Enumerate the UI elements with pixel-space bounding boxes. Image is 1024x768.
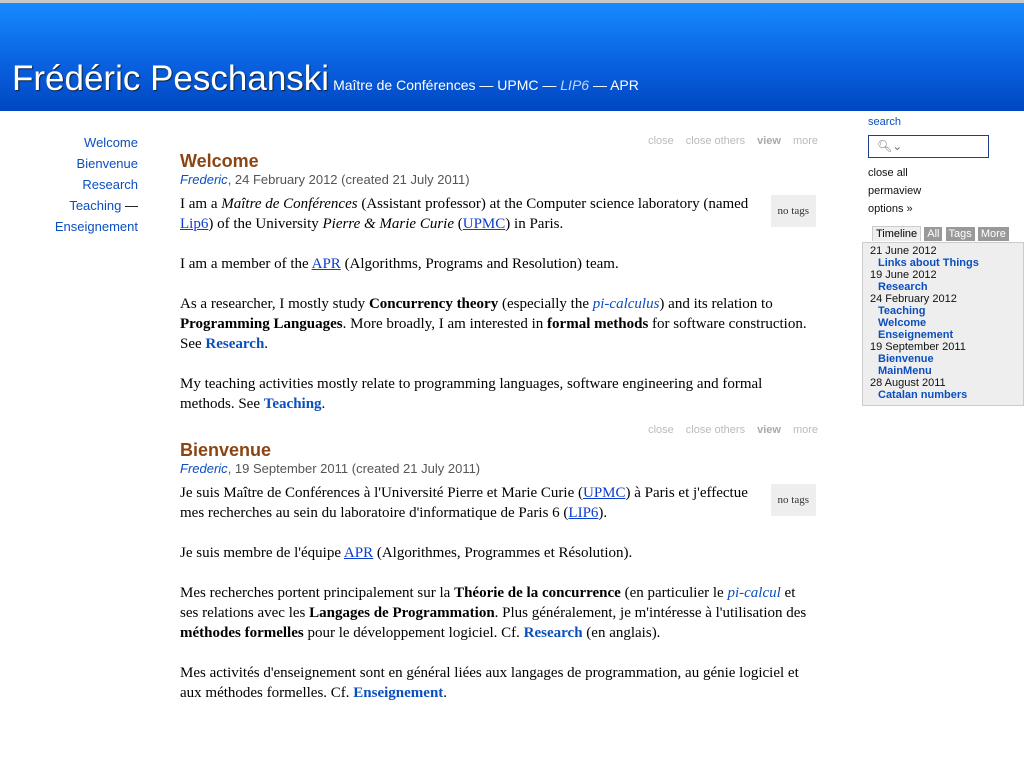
paragraph <box>180 374 816 414</box>
paragraph <box>180 254 816 274</box>
text: ). <box>598 505 608 521</box>
timeline-panel <box>862 242 1024 406</box>
timeline-item[interactable]: Enseignement <box>878 329 954 341</box>
external-link[interactable]: UPMC <box>462 216 506 232</box>
strong-text: Concurrency theory <box>368 296 499 312</box>
timeline-date: 28 August 2011 <box>870 377 946 389</box>
strong-text: Programming Languages <box>180 316 343 332</box>
text: (Algorithmes, Programmes et Résolution). <box>373 545 633 561</box>
text: . <box>321 396 326 412</box>
external-link[interactable]: LIP6 <box>568 505 599 521</box>
tiddler-link[interactable]: Teaching <box>263 396 322 412</box>
tab-tags[interactable]: Tags <box>946 227 975 241</box>
view-button[interactable]: view <box>757 135 781 147</box>
close-others-button[interactable]: close others <box>685 424 746 436</box>
paragraph <box>180 483 816 523</box>
menu-item-enseignement[interactable]: Enseignement <box>54 219 138 234</box>
text: pour le développement logiciel. Cf. <box>303 625 524 641</box>
text: . <box>443 685 448 701</box>
menu-item-research[interactable]: Research <box>82 177 138 192</box>
text: . Plus généralement, je m'intéresse à l'utilisation des <box>494 605 807 621</box>
tags-box[interactable]: no tags <box>771 484 816 516</box>
site-header <box>0 3 1024 111</box>
text: ) à Paris et j'effectue mes recherches au sein du laboratoire d'informatique de Paris 6 ( <box>180 485 748 521</box>
strong-text: méthodes formelles <box>180 625 304 641</box>
text: I am a <box>180 196 222 212</box>
subtitle-part: — APR <box>589 77 639 93</box>
timeline-date: 19 September 2011 <box>870 341 966 353</box>
tiddler-subtitle <box>180 171 818 189</box>
tab-timeline[interactable]: Timeline <box>872 226 921 241</box>
more-button[interactable]: more <box>792 135 818 147</box>
timeline-date: 19 June 2012 <box>870 269 937 281</box>
subtitle-lip6: LIP6 <box>560 77 590 93</box>
tiddler-link[interactable]: Enseignement <box>353 685 444 701</box>
search-label[interactable]: search <box>868 116 902 128</box>
text: Mes activités d'enseignement sont en général liées aux langages de programmation, au génie logiciel et aux méthodes formelles. Cf. <box>180 665 799 701</box>
more-button[interactable]: more <box>792 424 818 436</box>
tiddler-title: Welcome <box>180 151 259 171</box>
tiddler-bienvenue <box>180 424 818 723</box>
timeline-item[interactable]: Teaching <box>878 305 926 317</box>
tiddler-date: , 19 September 2011 (created 21 July 2011) <box>227 461 481 476</box>
paragraph <box>180 194 816 234</box>
menu-item-welcome[interactable]: Welcome <box>84 135 138 150</box>
text: (en particulier le <box>620 585 728 601</box>
tiddler-subtitle <box>180 460 818 478</box>
close-button[interactable]: close <box>648 135 674 147</box>
timeline-item[interactable]: Links about Things <box>878 257 979 269</box>
external-link[interactable]: APR <box>311 256 341 272</box>
site-title <box>12 59 639 99</box>
text: ) in Paris. <box>505 216 564 232</box>
tiddler-welcome <box>180 135 818 434</box>
external-link[interactable]: APR <box>343 545 374 561</box>
text: My teaching activities mostly relate to programming languages, software engineering and formal methods. See <box>180 376 763 412</box>
close-all-link[interactable]: close all <box>868 167 908 179</box>
tiddler-toolbar <box>180 135 818 149</box>
search-input[interactable] <box>868 135 989 158</box>
text: (Assistant professor) at the Computer science laboratory (named <box>357 196 749 212</box>
text: et ses relations avec les <box>180 585 796 621</box>
paragraph <box>180 543 816 563</box>
text: Je suis Maître de Conférences à l'Université Pierre et Marie Curie ( <box>180 485 583 501</box>
tiddler-body <box>180 483 818 723</box>
sidebar <box>868 116 1009 401</box>
text: (en anglais). <box>582 625 661 641</box>
strong-text: Théorie de la concurrence <box>454 585 621 601</box>
tiddler-link[interactable]: Research <box>523 625 583 641</box>
tiddler-body <box>180 194 818 434</box>
close-others-button[interactable]: close others <box>685 135 746 147</box>
author-link[interactable]: Frederic <box>180 461 228 476</box>
search-icon: 🔍︎⌄ <box>877 139 903 153</box>
site-title-text: Frédéric Peschanski <box>12 59 330 98</box>
text: I am a member of the <box>180 256 312 272</box>
menu-row <box>55 132 138 153</box>
text: ) of the University <box>208 216 323 232</box>
menu-row <box>55 153 138 174</box>
tiddler-date: , 24 February 2012 (created 21 July 2011) <box>227 172 470 187</box>
timeline-item[interactable]: MainMenu <box>878 365 932 377</box>
site-subtitle <box>333 77 639 93</box>
external-link[interactable]: Lip6 <box>180 216 209 232</box>
menu-row <box>55 174 138 195</box>
timeline-item[interactable]: Research <box>878 281 928 293</box>
tab-more[interactable]: More <box>978 227 1009 241</box>
permaview-link[interactable]: permaview <box>868 185 922 197</box>
emphasis: Pierre & Marie Curie <box>322 216 454 232</box>
tiddler-title: Bienvenue <box>180 440 272 460</box>
paragraph <box>180 294 816 354</box>
text: ) and its relation to <box>659 296 773 312</box>
tiddler-link[interactable]: Research <box>205 336 265 352</box>
text: Mes recherches portent principalement sur la <box>180 585 455 601</box>
tiddler-link-missing[interactable]: pi-calculus <box>592 296 660 312</box>
menu-row <box>55 216 138 237</box>
tiddler-toolbar <box>180 424 818 438</box>
timeline-item[interactable]: Catalan numbers <box>878 389 968 401</box>
text: (Algorithms, Programs and Resolution) team. <box>340 256 619 272</box>
main-menu <box>55 132 138 237</box>
text: (especially the <box>498 296 593 312</box>
external-link[interactable]: UPMC <box>582 485 626 501</box>
menu-item-bienvenue[interactable]: Bienvenue <box>76 156 138 171</box>
tab-all[interactable]: All <box>924 227 942 241</box>
strong-text: Langages de Programmation <box>309 605 495 621</box>
view-button[interactable]: view <box>757 424 781 436</box>
author-link[interactable]: Frederic <box>180 172 228 187</box>
tiddler-link-missing[interactable]: pi-calcul <box>727 585 781 601</box>
timeline-date: 24 February 2012 <box>870 293 957 305</box>
sidebar-tabs <box>872 226 1009 241</box>
menu-item-teaching[interactable]: Teaching <box>69 198 122 213</box>
options-link[interactable]: options » <box>868 203 913 215</box>
paragraph <box>180 663 816 703</box>
strong-text: formal methods <box>547 316 649 332</box>
menu-row <box>55 195 138 216</box>
text: As a researcher, I mostly study <box>180 296 369 312</box>
timeline-item[interactable]: Welcome <box>878 317 927 329</box>
text: . <box>264 336 269 352</box>
tags-box[interactable]: no tags <box>771 195 816 227</box>
text: ( <box>454 216 463 232</box>
text: . More broadly, I am interested in <box>342 316 548 332</box>
emphasis: Maître de Conférences <box>221 196 358 212</box>
subtitle-part: Maître de Conférences — UPMC — <box>333 77 561 93</box>
timeline-item[interactable]: Bienvenue <box>878 353 934 365</box>
close-button[interactable]: close <box>648 424 674 436</box>
paragraph <box>180 583 816 643</box>
text: for software construction. See <box>180 316 807 352</box>
timeline-date: 21 June 2012 <box>870 245 937 257</box>
text: Je suis membre de l'équipe <box>180 545 344 561</box>
menu-separator: — <box>121 198 138 213</box>
